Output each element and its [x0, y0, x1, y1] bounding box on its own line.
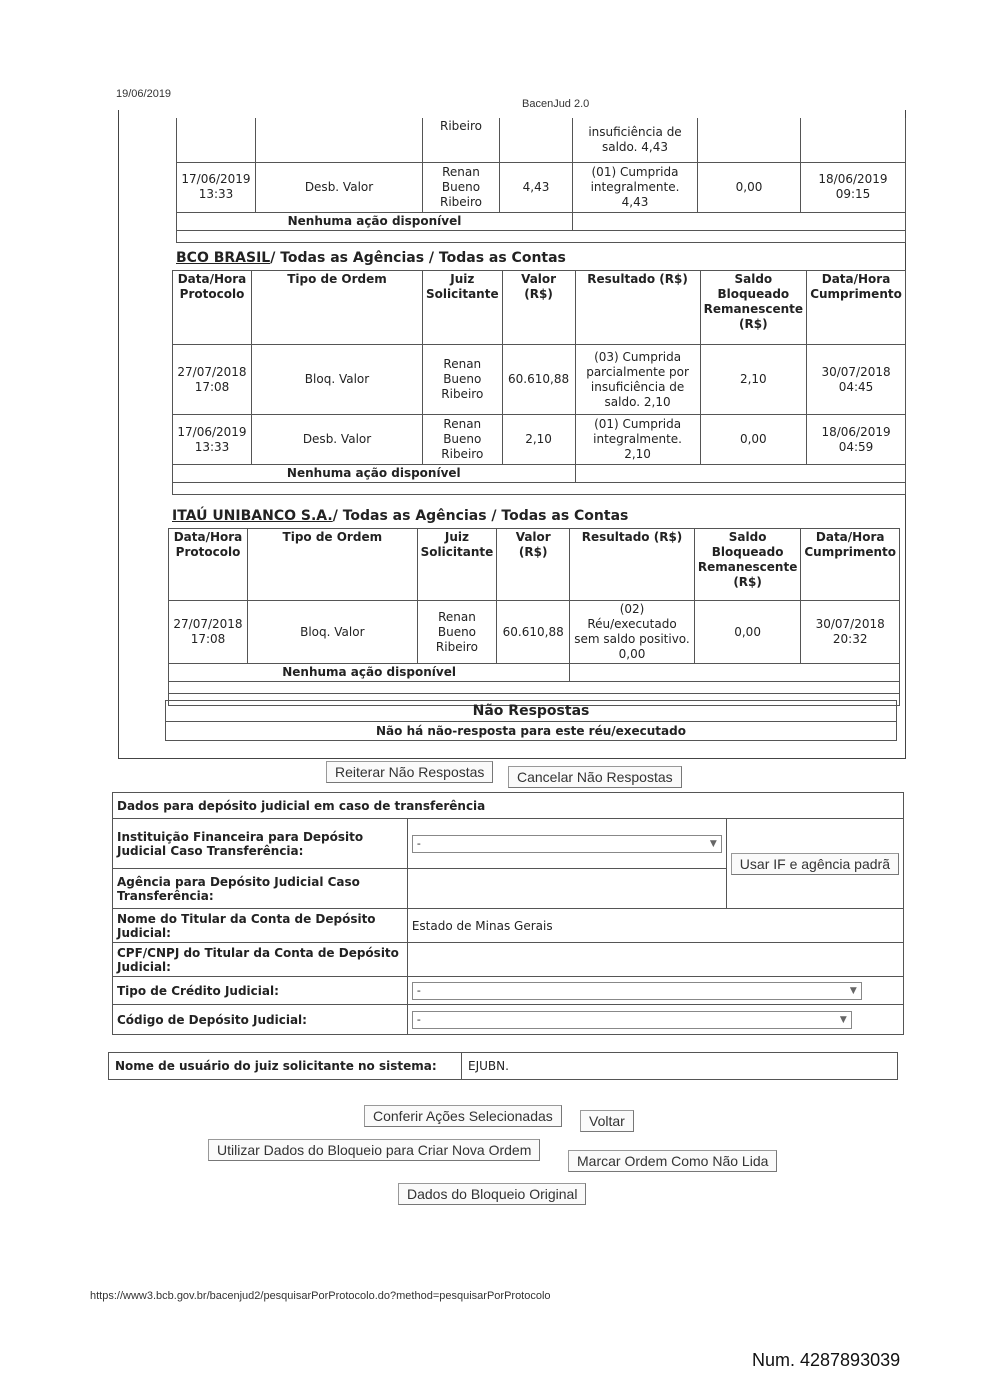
agencia-input[interactable]	[407, 869, 726, 909]
column-header: Resultado (R$)	[575, 271, 700, 345]
cell: 0,00	[698, 162, 801, 212]
cell: Bloq. Valor	[247, 601, 417, 664]
column-header: Data/Hora Cumprimento	[801, 529, 900, 601]
agencia-label: Agência para Depósito Judicial Caso Transferência:	[113, 869, 408, 909]
inst-select[interactable]	[412, 835, 722, 853]
tipo-select-value: -	[416, 983, 421, 997]
bank-name: ITAÚ UNIBANCO S.A.	[172, 508, 333, 524]
bank-suffix: / Todas as Agências / Todas as Contas	[270, 250, 566, 266]
cell: Renan Bueno Ribeiro	[423, 415, 503, 465]
cell: Desb. Valor	[256, 162, 423, 212]
bank-name: BCO BRASIL	[176, 250, 271, 266]
cell: Desb. Valor	[252, 415, 423, 465]
judge-label: Nome de usuário do juiz solicitante no sistema:	[109, 1053, 462, 1080]
non-responses-message: Não há não-resposta para este réu/executado	[376, 724, 686, 738]
column-header: Data/Hora Protocolo	[173, 271, 252, 345]
column-header: Saldo Bloqueado Remanescente (R$)	[700, 271, 806, 345]
cell: 0,00	[694, 601, 801, 664]
reiterar-button[interactable]: Reiterar Não Respostas	[326, 761, 493, 783]
judge-value: EJUBN.	[462, 1053, 898, 1080]
spacer-row	[173, 483, 906, 495]
usar-if-button[interactable]: Usar IF e agência padrã	[731, 853, 899, 875]
table-header-row	[173, 271, 906, 345]
cell: (01) Cumprida integralmente. 2,10	[575, 415, 700, 465]
judge-table	[108, 1052, 898, 1080]
cell: 30/07/2018 20:32	[801, 601, 900, 664]
utilizar-dados-button[interactable]: Utilizar Dados do Bloqueio para Criar Nova Ordem	[208, 1139, 540, 1161]
cell	[573, 212, 906, 230]
table-row	[173, 465, 906, 483]
non-responses-box	[165, 700, 897, 741]
codigo-cell	[407, 1005, 903, 1035]
cell: insuficiência de saldo. 4,43	[573, 118, 698, 162]
cpf-label: CPF/CNPJ do Titular da Conta de Depósito Judicial:	[113, 943, 408, 977]
cell: 60.610,88	[497, 601, 570, 664]
table-row	[177, 162, 906, 212]
column-header: Data/Hora Protocolo	[169, 529, 248, 601]
voltar-button[interactable]: Voltar	[580, 1110, 634, 1132]
cell: 18/06/2019 04:59	[807, 415, 906, 465]
column-header: Data/Hora Cumprimento	[807, 271, 906, 345]
bank-title-bco-brasil	[176, 250, 566, 266]
table-row	[169, 601, 900, 664]
cell: 2,10	[700, 345, 806, 415]
cell: 17/06/2019 13:33	[177, 162, 256, 212]
titular-value: Estado de Minas Gerais	[407, 909, 903, 943]
table-row	[173, 415, 906, 465]
column-header: Valor (R$)	[497, 529, 570, 601]
cell: Renan Bueno Ribeiro	[423, 345, 503, 415]
tipo-select[interactable]	[412, 982, 862, 1000]
cell	[256, 118, 423, 162]
cell: 0,00	[700, 415, 806, 465]
inst-cell	[407, 819, 726, 869]
chevron-down-icon: ▼	[849, 985, 857, 996]
bank-table-itau	[168, 528, 900, 706]
cell: 17/06/2019 13:33	[173, 415, 252, 465]
conferir-button[interactable]: Conferir Ações Selecionadas	[364, 1105, 562, 1127]
table-row	[177, 118, 906, 162]
cpf-input[interactable]	[407, 943, 903, 977]
print-date: 19/06/2019	[116, 88, 172, 100]
tipo-cell	[407, 977, 903, 1005]
codigo-label: Código de Depósito Judicial:	[113, 1005, 408, 1035]
deposit-title: Dados para depósito judicial em caso de transferência	[113, 793, 904, 819]
column-header: Resultado (R$)	[570, 529, 695, 601]
footer-url: https://www3.bcb.gov.br/bacenjud2/pesquisarPorProtocolo.do?method=pesquisarPorProtocolo	[90, 1290, 551, 1302]
cell: 2,10	[502, 415, 575, 465]
column-header: Tipo de Ordem	[247, 529, 417, 601]
cell: 30/07/2018 04:45	[807, 345, 906, 415]
column-header: Valor (R$)	[502, 271, 575, 345]
cell: 60.610,88	[502, 345, 575, 415]
chevron-down-icon: ▼	[839, 1014, 847, 1025]
marcar-nao-lida-button[interactable]: Marcar Ordem Como Não Lida	[568, 1150, 777, 1172]
spacer-row	[177, 230, 906, 242]
cell: 27/07/2018 17:08	[173, 345, 252, 415]
inst-select-value: -	[416, 836, 421, 850]
cell	[570, 664, 900, 682]
cell	[575, 465, 905, 483]
tipo-label: Tipo de Crédito Judicial:	[113, 977, 408, 1005]
no-action-text: Nenhuma ação disponível	[169, 664, 570, 682]
table-row	[169, 664, 900, 682]
cell: (02) Réu/executado sem saldo positivo. 0,00	[570, 601, 695, 664]
app-title: BacenJud 2.0	[522, 98, 590, 110]
table-row	[173, 345, 906, 415]
bank-suffix: / Todas as Agências / Todas as Contas	[332, 508, 629, 524]
usar-if-cell	[726, 819, 903, 909]
bank-table-bco-brasil	[172, 270, 906, 495]
top-block-table	[176, 118, 906, 243]
column-header: Juiz Solicitante	[417, 529, 497, 601]
cell: Renan Bueno Ribeiro	[423, 162, 500, 212]
cell: 27/07/2018 17:08	[169, 601, 248, 664]
document-number: Num. 4287893039	[752, 1350, 901, 1370]
spacer-row	[169, 682, 900, 694]
deposit-table	[112, 792, 904, 1035]
cell: 4,43	[500, 162, 573, 212]
cell: Renan Bueno Ribeiro	[417, 601, 497, 664]
non-responses-title: Não Respostas	[166, 701, 896, 722]
cell: Bloq. Valor	[252, 345, 423, 415]
cell: (01) Cumprida integralmente. 4,43	[573, 162, 698, 212]
column-header: Tipo de Ordem	[252, 271, 423, 345]
no-action-text: Nenhuma ação disponível	[173, 465, 576, 483]
cell: 18/06/2019 09:15	[801, 162, 906, 212]
no-action-text: Nenhuma ação disponível	[177, 212, 573, 230]
cell	[801, 118, 906, 162]
table-row	[177, 212, 906, 230]
titular-label: Nome do Titular da Conta de Depósito Judicial:	[113, 909, 408, 943]
column-header: Juiz Solicitante	[423, 271, 503, 345]
inst-label: Instituição Financeira para Depósito Judicial Caso Transferência:	[113, 819, 408, 869]
cell	[500, 118, 573, 162]
cell: (03) Cumprida parcialmente por insuficiência de saldo. 2,10	[575, 345, 700, 415]
bank-title-itau	[172, 508, 628, 524]
codigo-select-value: -	[416, 1012, 421, 1026]
codigo-select[interactable]	[412, 1011, 852, 1029]
dados-bloqueio-original-button[interactable]: Dados do Bloqueio Original	[398, 1183, 586, 1205]
cell	[698, 118, 801, 162]
table-header-row	[169, 529, 900, 601]
cell	[177, 118, 256, 162]
cancelar-button[interactable]: Cancelar Não Respostas	[508, 766, 682, 788]
column-header: Saldo Bloqueado Remanescente (R$)	[694, 529, 801, 601]
cell: Ribeiro	[423, 118, 500, 162]
chevron-down-icon: ▼	[709, 838, 717, 849]
